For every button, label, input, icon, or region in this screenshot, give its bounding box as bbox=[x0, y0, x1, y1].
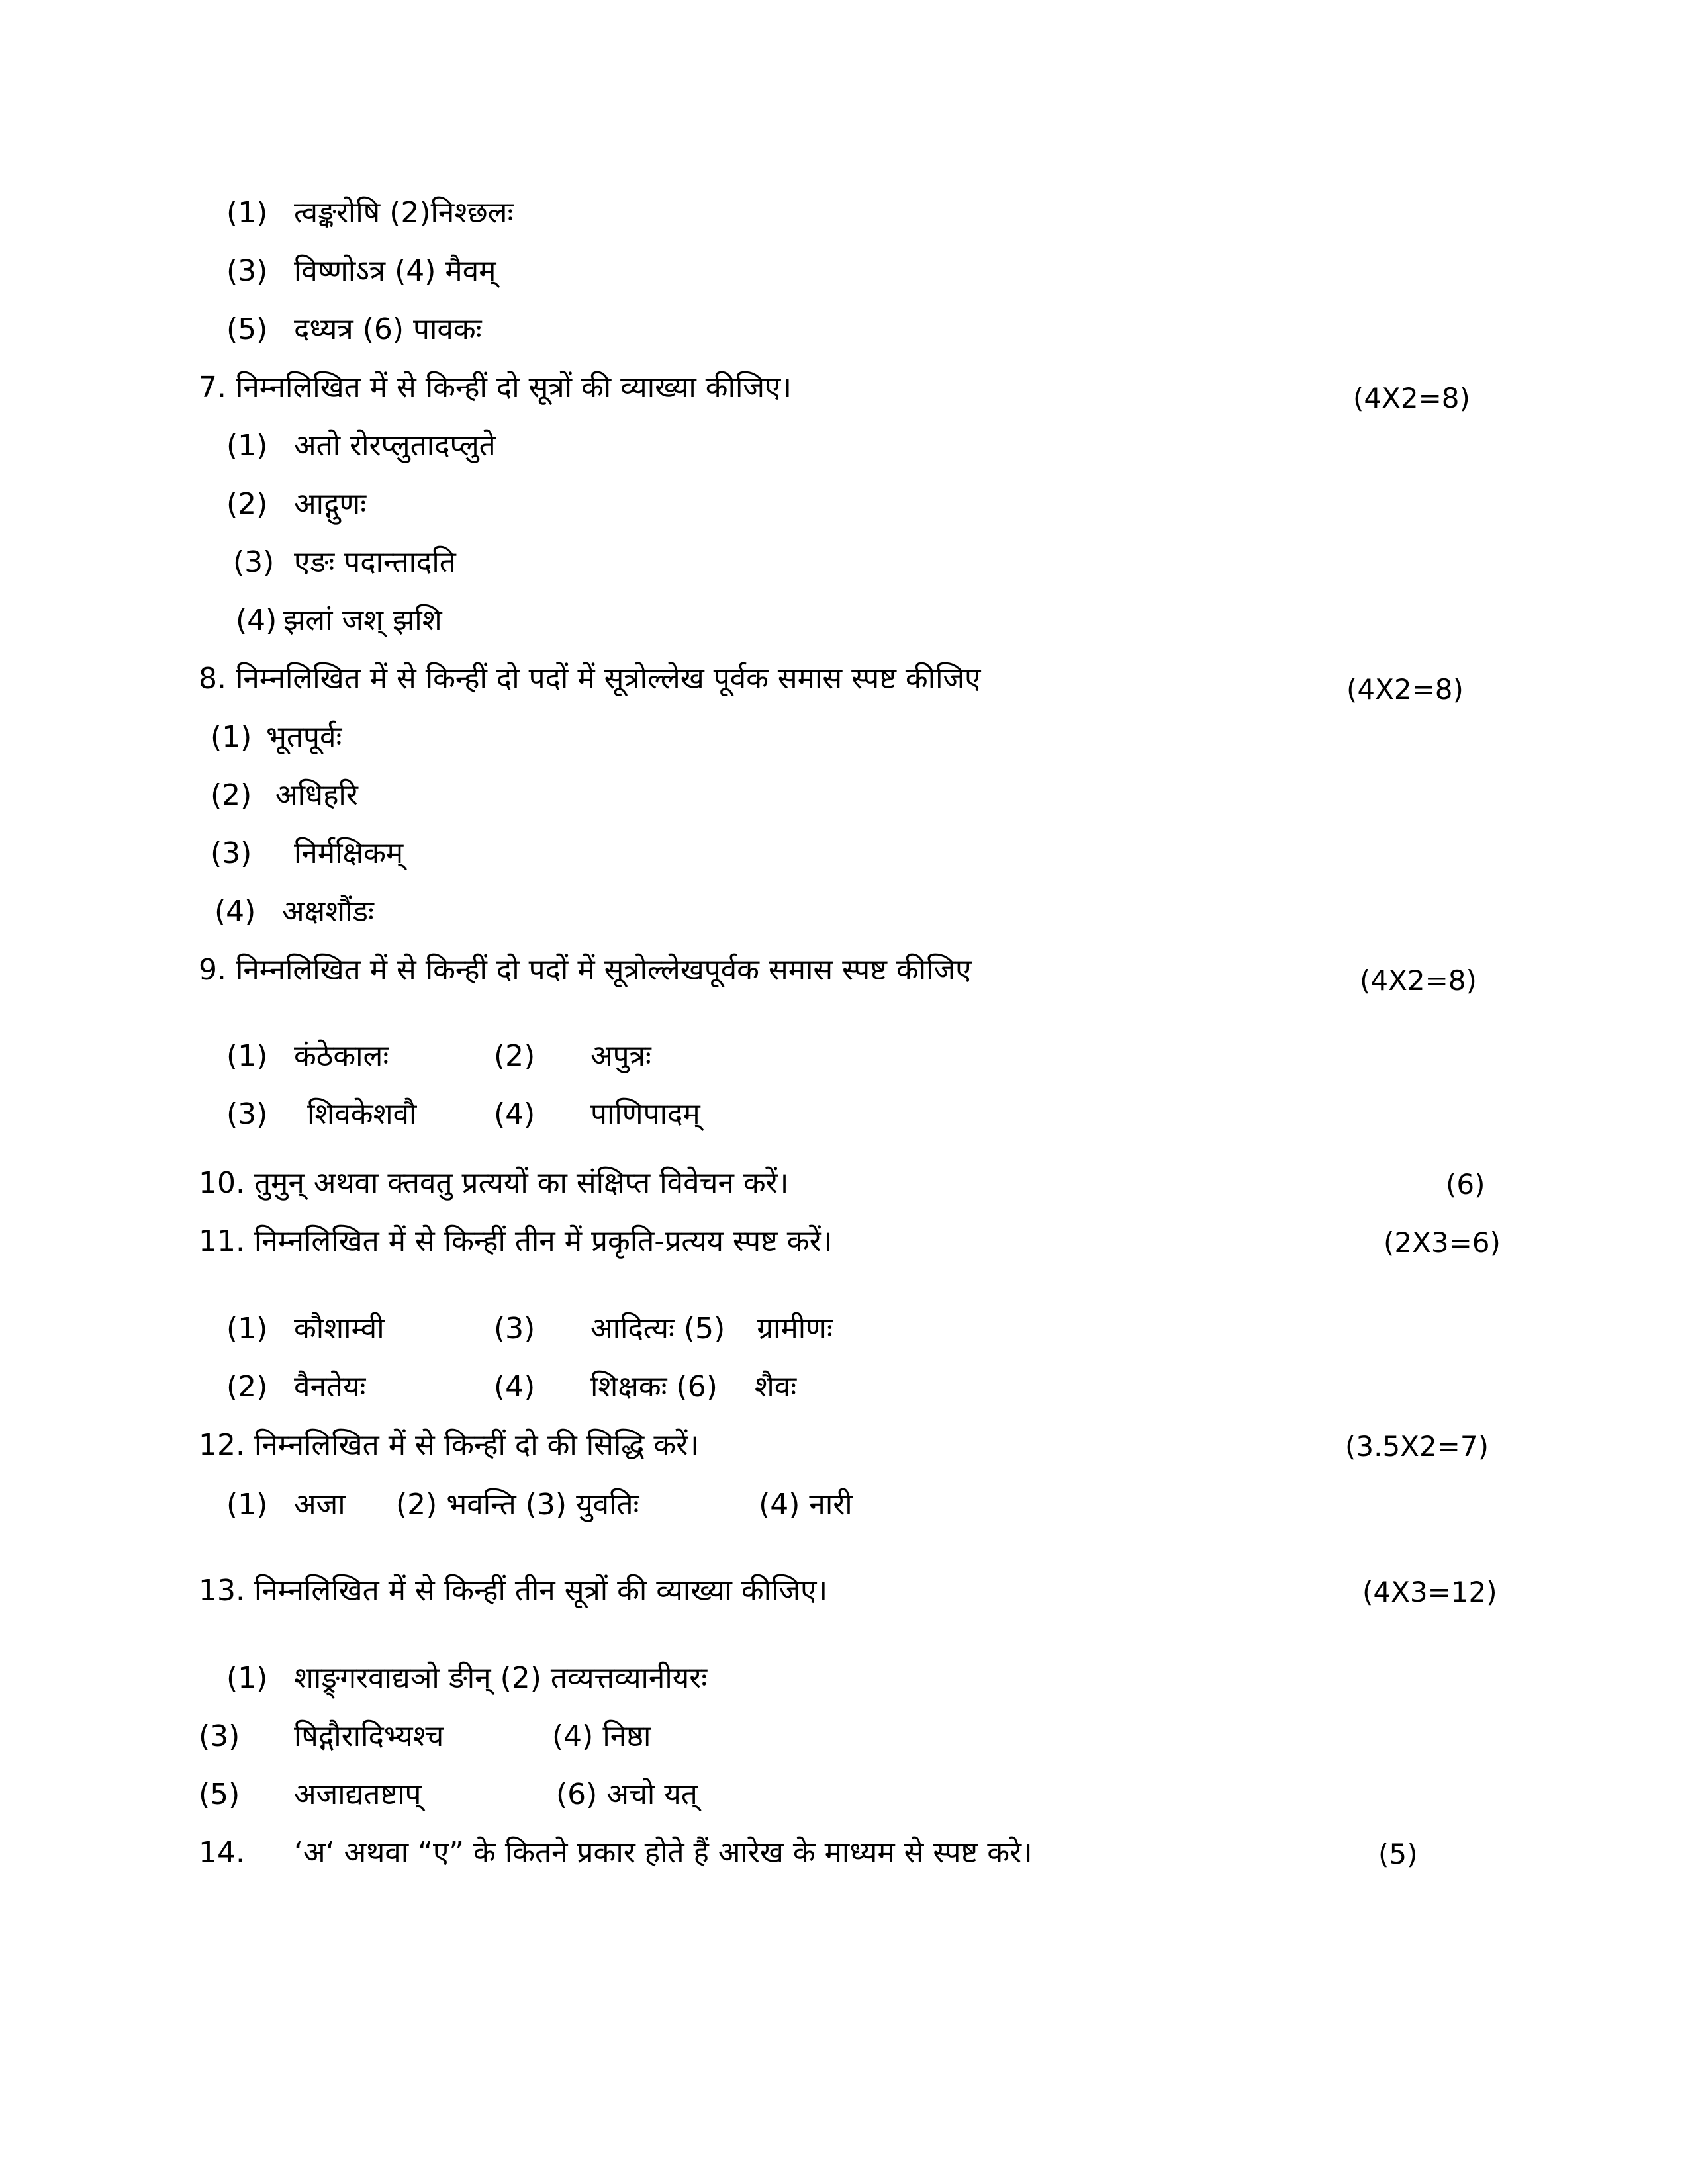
option-text: आद्गुणः bbox=[294, 487, 367, 521]
option-text: निष्ठा bbox=[602, 1719, 651, 1753]
option-number: (4) bbox=[552, 1719, 594, 1753]
sandhi-option-row bbox=[226, 251, 496, 291]
option-number: (2) bbox=[226, 1370, 268, 1404]
question-12: 12. निम्नलिखित में से किन्हीं दो की सिद्धि करें। bbox=[199, 1428, 699, 1462]
question-9: 9. निम्नलिखित में से किन्हीं दो पदों में सूत्रोल्लेखपूर्वक समास स्पष्ट कीजिए bbox=[199, 953, 972, 987]
question-11-option-row bbox=[226, 1367, 796, 1407]
option-text: कंठेकालः bbox=[294, 1039, 389, 1073]
question-13-option-row bbox=[226, 1659, 707, 1698]
option-number: (3) bbox=[233, 545, 275, 579]
option-text: पावकः bbox=[413, 312, 482, 346]
option-text: अपुत्रः bbox=[590, 1039, 651, 1073]
option-number: (3) bbox=[199, 1719, 240, 1753]
question-7: 7. निम्नलिखित में से किन्हीं दो सूत्रों की व्याख्या कीजिए। bbox=[199, 371, 792, 404]
question-14-text: ‘अ‘ अथवा “ए” के कितने प्रकार होते हैं आरेख के माध्यम से स्पष्ट करे। bbox=[294, 1836, 1033, 1870]
option-text: वैनतेयः bbox=[294, 1370, 366, 1404]
option-text: भवन्ति bbox=[446, 1488, 516, 1522]
option-number: (1) bbox=[211, 720, 252, 754]
question-14 bbox=[199, 1833, 1033, 1873]
option-text: एङः पदान्तादति bbox=[294, 545, 456, 579]
option-number: (1) bbox=[226, 1312, 268, 1345]
option-text: भूतपूर्वः bbox=[266, 720, 342, 754]
option-text: ग्रामीणः bbox=[757, 1312, 833, 1345]
option-text: मैवम् bbox=[445, 254, 496, 288]
question-13-option-row bbox=[199, 1775, 698, 1815]
option-text: अक्षशौंडः bbox=[282, 895, 374, 929]
question-9-marks: (4X2=8) bbox=[1360, 964, 1477, 997]
option-text: अचो यत् bbox=[606, 1778, 698, 1811]
option-text: पाणिपादम् bbox=[590, 1097, 700, 1131]
question-10-marks: (6) bbox=[1446, 1168, 1485, 1201]
option-number: (4) bbox=[759, 1488, 800, 1522]
question-8-marks: (4X2=8) bbox=[1346, 673, 1464, 705]
option-text: त्वङ्करोषि bbox=[294, 196, 381, 230]
option-number: (2) bbox=[389, 196, 431, 230]
option-number: (3) bbox=[525, 1488, 567, 1522]
option-text: अजा bbox=[294, 1488, 346, 1522]
question-10: 10. तुमुन् अथवा क्तवतु प्रत्ययों का संक्षिप्त विवेचन करें। bbox=[199, 1166, 789, 1200]
option-text: निश्छलः bbox=[430, 196, 514, 230]
question-7-option bbox=[226, 426, 496, 466]
option-number: (2) bbox=[211, 778, 252, 812]
question-13-marks: (4X3=12) bbox=[1362, 1576, 1497, 1608]
option-number: (4) bbox=[214, 895, 256, 929]
question-11-marks: (2X3=6) bbox=[1383, 1226, 1501, 1259]
option-text: दध्यत्र bbox=[294, 312, 353, 346]
option-number: (2) bbox=[500, 1661, 541, 1695]
question-9-option-row bbox=[226, 1095, 700, 1134]
option-text: आदित्यः bbox=[590, 1312, 675, 1345]
question-14-number: 14. bbox=[199, 1836, 245, 1870]
question-12-marks: (3.5X2=7) bbox=[1345, 1430, 1489, 1463]
option-text: अधिहरि bbox=[275, 778, 358, 812]
option-number: (5) bbox=[226, 312, 268, 346]
sandhi-option-row bbox=[226, 310, 482, 349]
option-number: (4) bbox=[236, 604, 277, 637]
question-7-option bbox=[233, 543, 456, 582]
option-text: तव्यत्तव्यानीयरः bbox=[550, 1661, 708, 1695]
question-7-marks: (4X2=8) bbox=[1353, 382, 1470, 414]
option-number: (5) bbox=[199, 1778, 240, 1811]
question-7-option bbox=[226, 484, 366, 524]
option-number: (1) bbox=[226, 196, 268, 230]
option-number: (2) bbox=[396, 1488, 438, 1522]
option-number: (5) bbox=[683, 1312, 726, 1345]
option-number: (2) bbox=[226, 487, 268, 521]
option-text: विष्णोऽत्र bbox=[294, 254, 386, 288]
option-text: झलां जश् झशि bbox=[283, 604, 442, 637]
sandhi-option-row bbox=[226, 193, 513, 233]
option-text: षिद्गौरादिभ्यश्च bbox=[294, 1719, 444, 1753]
option-number: (3) bbox=[211, 837, 252, 870]
option-number: (3) bbox=[226, 254, 268, 288]
option-number: (3) bbox=[494, 1312, 536, 1345]
question-12-option-row bbox=[226, 1485, 853, 1525]
option-text: शैवः bbox=[754, 1370, 797, 1404]
question-8-option bbox=[214, 892, 374, 932]
question-11-option-row bbox=[226, 1309, 833, 1349]
question-8: 8. निम्नलिखित में से किन्हीं दो पदों में सूत्रोल्लेख पूर्वक समास स्पष्ट कीजिए bbox=[199, 662, 981, 696]
option-number: (1) bbox=[226, 1039, 268, 1073]
option-text: शिक्षकः bbox=[590, 1370, 667, 1404]
option-text: शिवकेशवौ bbox=[307, 1097, 417, 1131]
option-number: (6) bbox=[676, 1370, 718, 1404]
option-number: (4) bbox=[494, 1097, 536, 1131]
question-8-option bbox=[211, 776, 358, 815]
option-number: (2) bbox=[494, 1039, 536, 1073]
option-text: अजाद्यतष्टाप् bbox=[294, 1778, 422, 1811]
question-13-option-row bbox=[199, 1717, 651, 1756]
question-8-option bbox=[211, 834, 403, 874]
option-text: अतो रोरप्लुतादप्लुते bbox=[294, 429, 496, 463]
option-text: शाङ्र्गरवाद्यञो ङीन् bbox=[294, 1661, 491, 1695]
option-number: (1) bbox=[226, 429, 268, 463]
option-number: (4) bbox=[395, 254, 436, 288]
option-number: (4) bbox=[494, 1370, 536, 1404]
question-9-option-row bbox=[226, 1036, 651, 1076]
question-13: 13. निम्नलिखित में से किन्हीं तीन सूत्रों की व्याख्या कीजिए। bbox=[199, 1574, 828, 1608]
option-text: नारी bbox=[809, 1488, 853, 1522]
option-number: (6) bbox=[362, 312, 404, 346]
option-text: कौशाम्वी bbox=[294, 1312, 385, 1345]
option-text: निर्मक्षिकम् bbox=[294, 837, 404, 870]
question-8-option bbox=[211, 717, 342, 757]
option-number: (1) bbox=[226, 1661, 268, 1695]
option-number: (1) bbox=[226, 1488, 268, 1522]
option-text: युवतिः bbox=[576, 1488, 639, 1522]
question-14-marks: (5) bbox=[1378, 1838, 1418, 1870]
question-11: 11. निम्नलिखित में से किन्हीं तीन में प्रकृति-प्रत्यय स्पष्ट करें। bbox=[199, 1224, 833, 1258]
option-number: (6) bbox=[556, 1778, 598, 1811]
question-7-option bbox=[236, 601, 442, 641]
option-number: (3) bbox=[226, 1097, 268, 1131]
